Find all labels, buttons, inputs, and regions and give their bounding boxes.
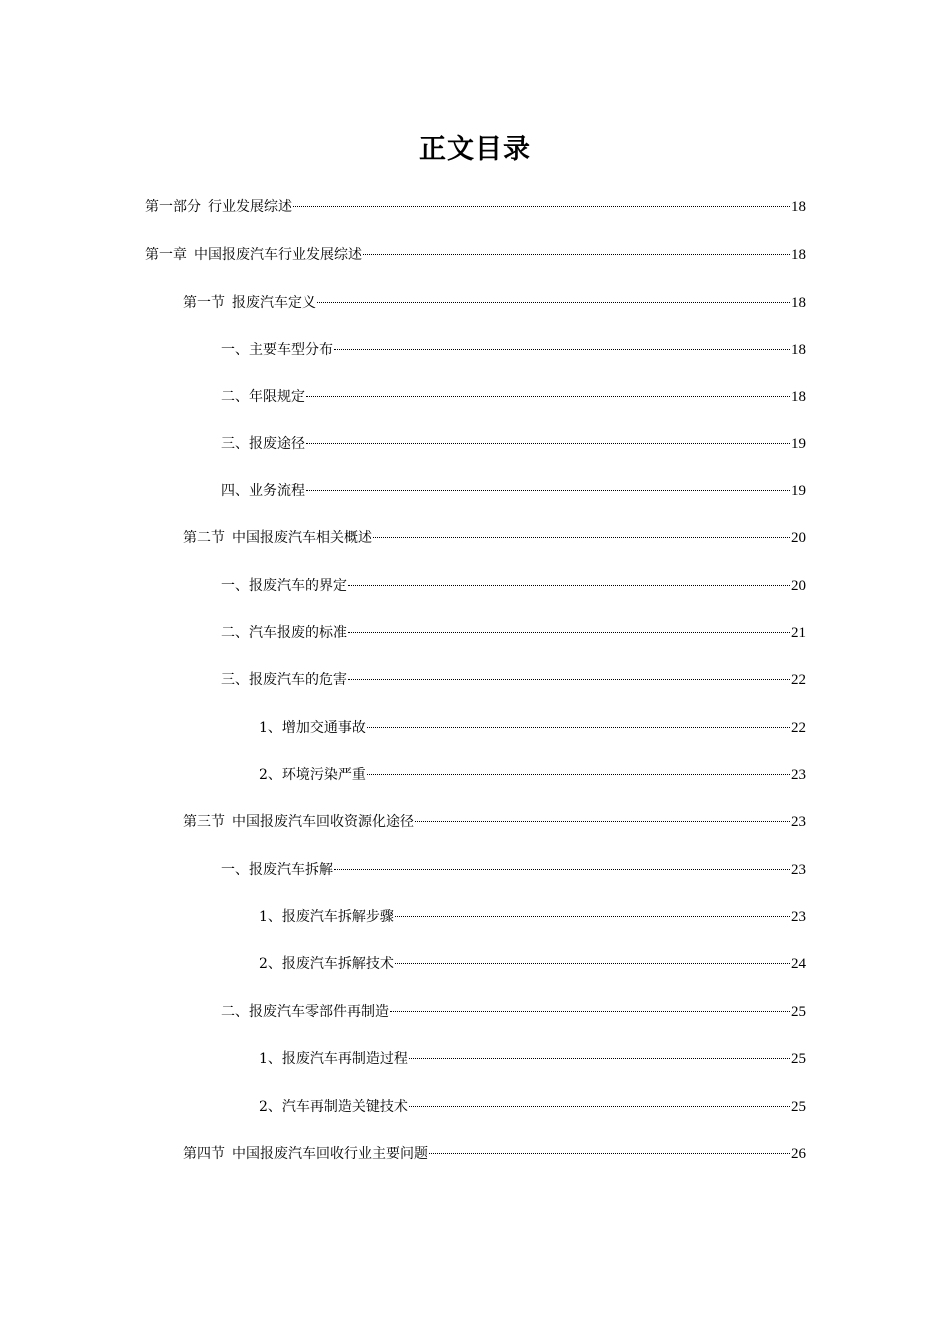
toc-entry-text: 行业发展综述 [208, 199, 292, 215]
toc-entry-text: 2、报废汽车拆解技术 [259, 956, 394, 972]
toc-dot-leader [293, 206, 790, 207]
toc-page-number: 22 [791, 720, 806, 736]
toc-entry-label [221, 855, 333, 885]
toc-entry-text: 中国报废汽车回收资源化途径 [232, 814, 414, 830]
toc-entry-text: 中国报废汽车回收行业主要问题 [232, 1146, 428, 1162]
toc-entry[interactable] [221, 618, 806, 648]
toc-entry-text: 一、报废汽车的界定 [221, 578, 347, 594]
toc-entry-text: 报废汽车定义 [232, 295, 316, 311]
toc-entry-label [183, 523, 372, 553]
toc-entry-prefix: 第二节 [183, 530, 225, 546]
toc-page-number: 18 [791, 247, 806, 263]
toc-entry[interactable] [221, 665, 806, 695]
toc-entry-label [221, 476, 305, 506]
toc-dot-leader [317, 302, 790, 303]
toc-entry[interactable] [259, 902, 806, 932]
toc-page-number: 20 [791, 530, 806, 546]
toc-entry-text: 1、报废汽车拆解步骤 [259, 909, 394, 925]
toc-entry[interactable] [145, 192, 806, 222]
toc-entry-label [221, 429, 305, 459]
toc-entry-label [259, 713, 366, 743]
toc-entry-label [221, 335, 333, 365]
toc-dot-leader [409, 1058, 790, 1059]
toc-entry-label [259, 949, 394, 979]
toc-entry-label [221, 382, 305, 412]
toc-entry-text: 中国报废汽车相关概述 [232, 530, 372, 546]
toc-entry-text: 中国报废汽车行业发展综述 [194, 247, 362, 263]
toc-entry[interactable] [221, 476, 806, 506]
toc-dot-leader [390, 1011, 790, 1012]
toc-dot-leader [348, 679, 790, 680]
toc-dot-leader [395, 916, 790, 917]
toc-entry[interactable] [221, 855, 806, 885]
toc-entry-text: 二、汽车报废的标准 [221, 625, 347, 641]
toc-entry-text: 2、汽车再制造关键技术 [259, 1099, 408, 1115]
toc-entry[interactable] [259, 760, 806, 790]
toc-entry-label [221, 665, 347, 695]
toc-dot-leader [348, 632, 790, 633]
toc-dot-leader [363, 254, 790, 255]
toc-entry[interactable] [221, 335, 806, 365]
toc-entry-text: 二、报废汽车零部件再制造 [221, 1004, 389, 1020]
toc-entry-label [221, 571, 347, 601]
toc-entry-prefix: 第四节 [183, 1146, 225, 1162]
toc-entry[interactable] [259, 949, 806, 979]
toc-page-number: 19 [791, 436, 806, 452]
toc-entry[interactable] [221, 429, 806, 459]
toc-dot-leader [367, 727, 790, 728]
toc-page-number: 25 [791, 1004, 806, 1020]
toc-entry[interactable] [259, 1092, 806, 1122]
toc-page-number: 18 [791, 342, 806, 358]
toc-entry[interactable] [183, 807, 806, 837]
toc-entry-text: 三、报废途径 [221, 436, 305, 452]
toc-entry-label [259, 902, 394, 932]
toc-entry[interactable] [221, 382, 806, 412]
toc-dot-leader [334, 869, 790, 870]
toc-entry-prefix: 第一节 [183, 295, 225, 311]
toc-entry-label [183, 807, 414, 837]
toc-page-number: 18 [791, 295, 806, 311]
toc-entry-label [145, 192, 292, 222]
toc-page-number: 25 [791, 1051, 806, 1067]
toc-entry-label [221, 618, 347, 648]
toc-page-number: 25 [791, 1099, 806, 1115]
toc-dot-leader [373, 537, 790, 538]
toc-page-number: 21 [791, 625, 806, 641]
toc-dot-leader [306, 490, 790, 491]
toc-entry-text: 2、环境污染严重 [259, 767, 366, 783]
toc-entry-label [259, 1044, 408, 1074]
toc-page-number: 24 [791, 956, 806, 972]
toc-entry-label [259, 760, 366, 790]
toc-entry-prefix: 第三节 [183, 814, 225, 830]
toc-page-number: 23 [791, 814, 806, 830]
toc-entry[interactable] [221, 997, 806, 1027]
toc-page-number: 23 [791, 862, 806, 878]
toc-page-number: 20 [791, 578, 806, 594]
toc-entry-text: 四、业务流程 [221, 483, 305, 499]
toc-entry[interactable] [259, 713, 806, 743]
toc-page-number: 26 [791, 1146, 806, 1162]
toc-page-number: 19 [791, 483, 806, 499]
toc-entry-label [221, 997, 389, 1027]
toc-page-number: 18 [791, 389, 806, 405]
toc-entry-label [183, 288, 316, 318]
toc-entry-prefix: 第一部分 [145, 199, 201, 215]
toc-dot-leader [367, 774, 790, 775]
toc-entry-text: 二、年限规定 [221, 389, 305, 405]
toc-entry-label [259, 1092, 408, 1122]
toc-dot-leader [306, 396, 790, 397]
toc-entry-prefix: 第一章 [145, 247, 187, 263]
toc-dot-leader [415, 821, 790, 822]
toc-dot-leader [306, 443, 790, 444]
toc-entry-label [183, 1139, 428, 1169]
toc-entry[interactable] [259, 1044, 806, 1074]
toc-entry-text: 1、报废汽车再制造过程 [259, 1051, 408, 1067]
toc-entry[interactable] [221, 571, 806, 601]
toc-dot-leader [429, 1153, 790, 1154]
toc-dot-leader [409, 1106, 790, 1107]
toc-entry[interactable] [183, 523, 806, 553]
toc-page-number: 18 [791, 199, 806, 215]
toc-page-number: 22 [791, 672, 806, 688]
toc-dot-leader [348, 585, 790, 586]
toc-entry[interactable] [183, 288, 806, 318]
toc-page-number: 23 [791, 909, 806, 925]
toc-entry-text: 一、主要车型分布 [221, 342, 333, 358]
toc-page-number: 23 [791, 767, 806, 783]
toc-dot-leader [395, 963, 790, 964]
toc-entry[interactable] [145, 240, 806, 270]
toc-dot-leader [334, 349, 790, 350]
toc-entry[interactable] [183, 1139, 806, 1169]
toc-entry-label [145, 240, 362, 270]
toc-title: 正文目录 [419, 134, 531, 165]
toc-entry-text: 三、报废汽车的危害 [221, 672, 347, 688]
toc-entry-text: 1、增加交通事故 [259, 720, 366, 736]
toc-entry-text: 一、报废汽车拆解 [221, 862, 333, 878]
